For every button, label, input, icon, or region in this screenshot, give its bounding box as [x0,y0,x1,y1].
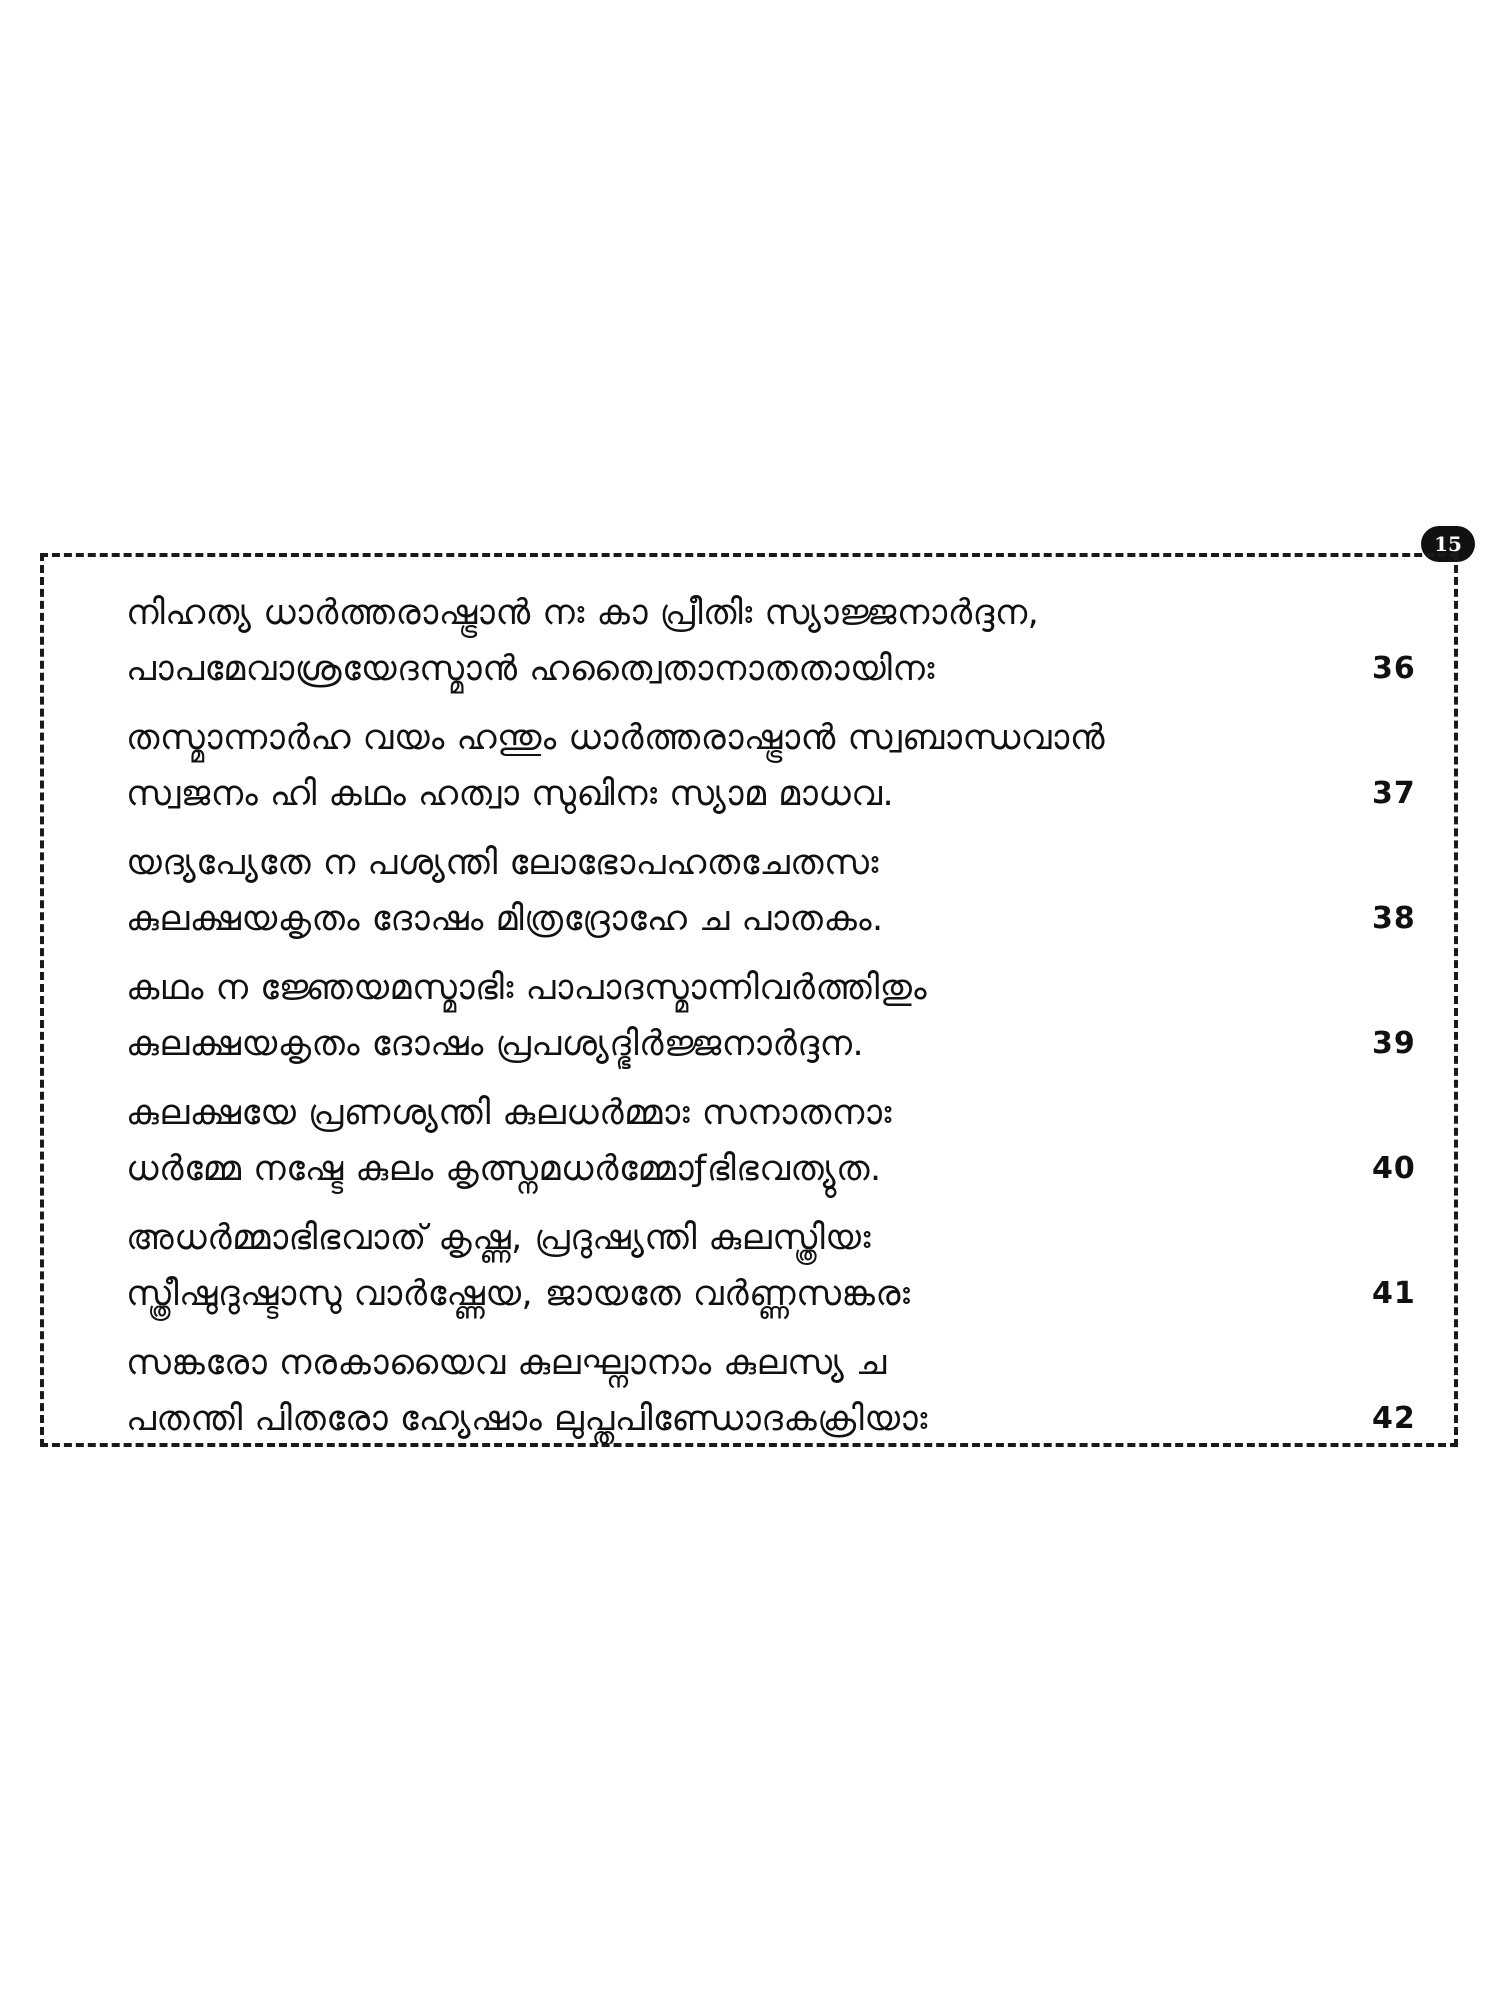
verse-line-2: സ്ത്രീഷുദുഷ്ടാസു വാർഷ്ണേയ, ജായതേ വർണ്ണസങ്കരഃ [126,1274,911,1314]
page-number-badge: 15 [1421,526,1475,562]
verse-line-1: തസ്മാന്നാർഹ വയം ഹന്തും ധാർത്തരാഷ്ട്രാൻ സ്വബാന്ധവാൻ [126,718,1106,758]
verse-line-2: ധർമ്മേ നഷ്ടേ കുലം കൃത്സ്നമധർമ്മോƒഭിഭവത്യുത. [126,1149,882,1189]
verse-36 [86,587,1446,703]
verse-line-2: പാപമേവാശ്രയേദസ്മാൻ ഹത്വൈതാനാതതായിനഃ [126,649,935,689]
verse-line-2: കുലക്ഷയകൃതം ദോഷം പ്രപശ്യദ്ഭിർജ്ജനാർദ്ദന. [126,1024,865,1064]
verse-number: 42 [1372,1401,1416,1436]
verse-38 [86,837,1446,953]
verse-box [40,553,1458,1447]
verse-line-2: കുലക്ഷയകൃതം ദോഷം മിത്രദ്രോഹേ ച പാതകം. [126,899,884,939]
verse-40 [86,1087,1446,1203]
verse-39 [86,962,1446,1078]
verse-line-1: യദ്യപ്യേതേ ന പശ്യന്തി ലോഭോപഹതചേതസഃ [126,843,879,883]
verse-number: 37 [1372,776,1416,811]
verse-number: 38 [1372,901,1416,936]
verse-number: 41 [1372,1276,1416,1311]
verse-line-2: സ്വജനം ഹി കഥം ഹത്വാ സുഖിനഃ സ്യാമ മാധവ. [126,774,895,814]
verse-line-1: നിഹത്യ ധാർത്തരാഷ്ട്രാൻ നഃ കാ പ്രീതിഃ സ്യാജ്ജനാർദ്ദന, [126,593,1040,633]
verse-number: 39 [1372,1026,1416,1061]
verse-line-1: അധർമ്മാഭിഭവാത് കൃഷ്ണ, പ്രദുഷ്യന്തി കുലസ്ത്രിയഃ [126,1218,872,1258]
verse-line-1: കുലക്ഷയേ പ്രണശ്യന്തി കുലധർമ്മാഃ സനാതനാഃ [126,1093,892,1133]
verse-line-2: പതന്തി പിതരോ ഹ്യേഷാം ലുപ്തപിണ്ഡോദകക്രിയാഃ [126,1399,928,1439]
verse-37 [86,712,1446,828]
verse-41 [86,1212,1446,1328]
verse-line-1: സങ്കരോ നരകായൈവ കുലഘ്നാനാം കുലസ്യ ച [126,1343,887,1383]
verse-number: 40 [1372,1151,1416,1186]
verse-number: 36 [1372,651,1416,686]
verse-line-1: കഥം ന ജ്ഞേയമസ്മാഭിഃ പാപാദസ്മാന്നിവർത്തിതും [126,968,928,1008]
verse-42 [86,1337,1446,1453]
